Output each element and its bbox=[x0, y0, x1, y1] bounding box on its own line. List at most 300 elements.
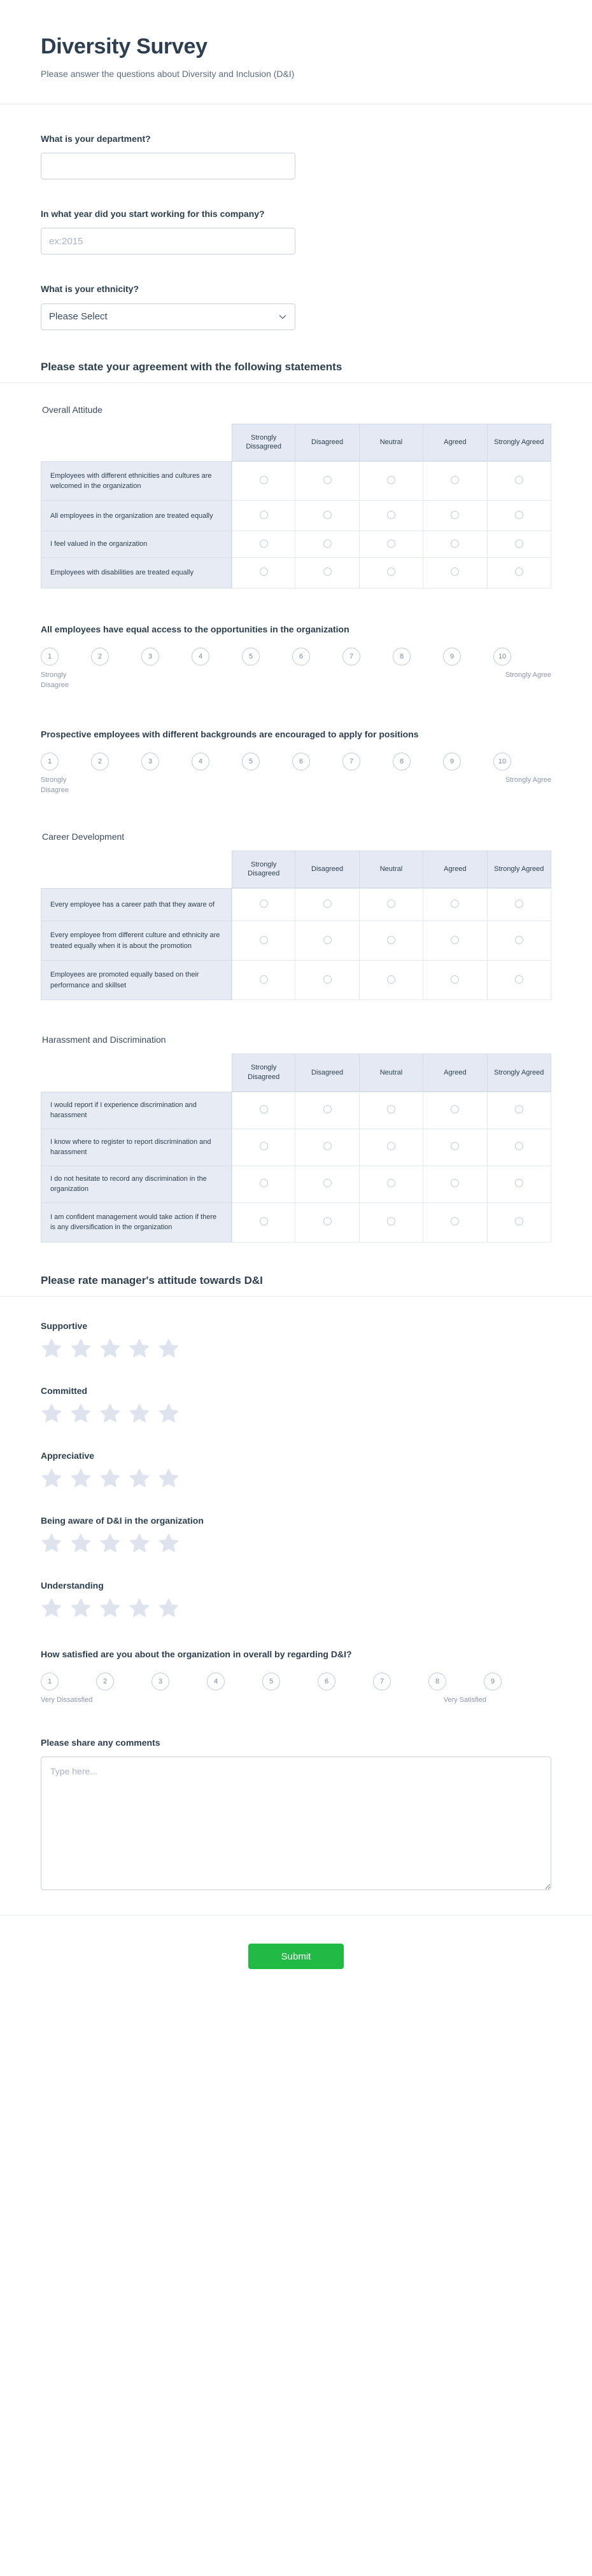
spacer bbox=[0, 104, 592, 132]
star-icon[interactable] bbox=[158, 1532, 180, 1554]
matrix-header-row bbox=[41, 851, 551, 889]
manager-section-title: Please rate manager's attitude towards D&I bbox=[41, 1274, 263, 1286]
matrix-cell[interactable] bbox=[232, 921, 295, 961]
matrix-row-label: Every employee from different culture and ethnicity are treated equally when it is about the promotion bbox=[41, 921, 232, 961]
scale-circle[interactable]: 9 bbox=[443, 648, 461, 665]
matrix-cell[interactable] bbox=[295, 461, 359, 501]
radio-option[interactable] bbox=[323, 900, 332, 908]
matrix-cell[interactable] bbox=[232, 461, 295, 501]
star-icon[interactable] bbox=[70, 1467, 92, 1489]
satisfaction-end-labels bbox=[41, 1695, 486, 1706]
radio-option[interactable] bbox=[323, 975, 332, 984]
matrix-cell[interactable] bbox=[295, 558, 359, 588]
matrix-cell[interactable] bbox=[232, 888, 295, 921]
matrix-cell[interactable] bbox=[488, 961, 551, 1000]
scale-circle[interactable]: 2 bbox=[91, 648, 109, 665]
ethnicity-select[interactable] bbox=[41, 303, 295, 330]
matrix-header-row bbox=[41, 1054, 551, 1092]
matrix-col-header: Disagreed bbox=[295, 1054, 359, 1092]
radio-option[interactable] bbox=[260, 975, 268, 984]
radio-option[interactable] bbox=[515, 900, 523, 908]
star-rating-appreciative bbox=[0, 1451, 592, 1489]
radio-option[interactable] bbox=[387, 540, 395, 548]
scale-option[interactable] bbox=[41, 1673, 96, 1690]
matrix-col-header: Disagreed bbox=[295, 851, 359, 889]
star-icon[interactable] bbox=[99, 1337, 121, 1359]
radio-option[interactable] bbox=[451, 540, 459, 548]
matrix-title: Overall Attitude bbox=[42, 404, 102, 415]
comments-question bbox=[0, 1736, 592, 1893]
matrix-cell[interactable] bbox=[295, 1203, 359, 1243]
start-year-label: In what year did you start working for this company? bbox=[41, 208, 265, 219]
radio-option[interactable] bbox=[323, 936, 332, 944]
star-icon[interactable] bbox=[129, 1467, 150, 1489]
manager-section-header bbox=[0, 1274, 592, 1287]
matrix-row-label: All employees in the organization are treated equally bbox=[41, 501, 232, 531]
satisfaction-right-label: Very Satisfied bbox=[443, 1695, 486, 1704]
matrix-cell[interactable] bbox=[360, 961, 423, 1000]
radio-option[interactable] bbox=[451, 1105, 459, 1113]
question-department bbox=[0, 132, 592, 179]
table-row bbox=[41, 1129, 551, 1166]
scale-circle[interactable]: 4 bbox=[192, 753, 209, 770]
matrix-cell[interactable] bbox=[423, 558, 487, 588]
matrix-corner-cell bbox=[41, 1054, 232, 1092]
scale-circle[interactable]: 8 bbox=[393, 753, 411, 770]
scale-circle[interactable]: 3 bbox=[141, 648, 159, 665]
matrix-cell[interactable] bbox=[360, 531, 423, 558]
star-icon[interactable] bbox=[41, 1337, 62, 1359]
table-row bbox=[41, 501, 551, 531]
radio-option[interactable] bbox=[387, 567, 395, 576]
matrix-table bbox=[41, 1054, 551, 1243]
matrix-cell[interactable] bbox=[360, 1203, 423, 1243]
matrix-cell[interactable] bbox=[360, 1129, 423, 1166]
scale-option[interactable] bbox=[192, 648, 242, 665]
scale-option[interactable] bbox=[91, 753, 141, 770]
radio-option[interactable] bbox=[260, 936, 268, 944]
scale-end-labels bbox=[41, 776, 551, 796]
star-rating-label: Understanding bbox=[41, 1580, 104, 1591]
star-rating-label: Appreciative bbox=[41, 1450, 95, 1461]
scale-question-label: All employees have equal access to the opportunities in the organization bbox=[41, 623, 349, 634]
scale-circle[interactable]: 5 bbox=[242, 648, 260, 665]
scale-option[interactable] bbox=[292, 648, 342, 665]
scale-option[interactable] bbox=[373, 1673, 428, 1690]
scale-circle[interactable]: 7 bbox=[342, 648, 360, 665]
matrix-cell[interactable] bbox=[295, 1092, 359, 1129]
matrix-cell[interactable] bbox=[423, 1166, 487, 1203]
star-icon[interactable] bbox=[158, 1337, 180, 1359]
matrix-cell[interactable] bbox=[423, 531, 487, 558]
scale-option[interactable] bbox=[242, 753, 292, 770]
matrix-cell[interactable] bbox=[488, 1129, 551, 1166]
matrix-row-label: I am confident management would take action if there is any diversification in the organization bbox=[41, 1203, 232, 1243]
scale-circle[interactable]: 2 bbox=[96, 1673, 114, 1690]
star-icon[interactable] bbox=[41, 1532, 62, 1554]
department-input[interactable] bbox=[41, 153, 295, 179]
radio-option[interactable] bbox=[260, 540, 268, 548]
radio-option[interactable] bbox=[515, 936, 523, 944]
scale-circle[interactable]: 3 bbox=[141, 753, 159, 770]
matrix-cell[interactable] bbox=[232, 1166, 295, 1203]
satisfaction-left-label: Very Dissatisfied bbox=[41, 1695, 93, 1704]
star-row bbox=[41, 1402, 551, 1424]
star-icon[interactable] bbox=[129, 1532, 150, 1554]
matrix-cell[interactable] bbox=[360, 558, 423, 588]
matrix-row-label: Employees are promoted equally based on their performance and skillset bbox=[41, 961, 232, 1000]
radio-option[interactable] bbox=[387, 511, 395, 519]
matrix-header-row bbox=[41, 424, 551, 462]
star-icon[interactable] bbox=[99, 1402, 121, 1424]
matrix-cell[interactable] bbox=[295, 961, 359, 1000]
matrix-cell[interactable] bbox=[488, 921, 551, 961]
matrix-cell[interactable] bbox=[360, 888, 423, 921]
matrix-row-label: I would report if I experience discrimination and harassment bbox=[41, 1092, 232, 1129]
radio-option[interactable] bbox=[260, 900, 268, 908]
matrix-cell[interactable] bbox=[488, 501, 551, 531]
matrix-overall-attitude bbox=[0, 405, 592, 588]
matrix-col-header: Neutral bbox=[360, 1054, 423, 1092]
scale-question-1 bbox=[0, 623, 592, 691]
ethnicity-label: What is your ethnicity? bbox=[41, 284, 139, 295]
star-row bbox=[41, 1532, 551, 1554]
scale-option[interactable] bbox=[393, 753, 443, 770]
table-row bbox=[41, 1166, 551, 1203]
matrix-cell[interactable] bbox=[423, 961, 487, 1000]
matrix-col-header: Agreed bbox=[423, 1054, 487, 1092]
radio-option[interactable] bbox=[451, 900, 459, 908]
scale-option[interactable] bbox=[342, 648, 393, 665]
star-rating-label: Committed bbox=[41, 1385, 88, 1396]
matrix-row-label: Employees with different ethnicities and cultures are welcomed in the organization bbox=[41, 461, 232, 501]
scale-question-2 bbox=[0, 728, 592, 796]
matrix-cell[interactable] bbox=[360, 921, 423, 961]
radio-option[interactable] bbox=[387, 975, 395, 984]
matrix-table bbox=[41, 424, 551, 588]
star-icon[interactable] bbox=[158, 1597, 180, 1619]
matrix-col-header: Strongly Disagreed bbox=[232, 1054, 295, 1092]
scale-right-label: Strongly Agree bbox=[505, 776, 551, 784]
radio-option[interactable] bbox=[451, 936, 459, 944]
matrix-cell[interactable] bbox=[232, 961, 295, 1000]
matrix-career-development bbox=[0, 832, 592, 1001]
matrix-cell[interactable] bbox=[423, 1129, 487, 1166]
scale-circle[interactable]: 5 bbox=[242, 753, 260, 770]
radio-option[interactable] bbox=[515, 511, 523, 519]
matrix-cell[interactable] bbox=[295, 531, 359, 558]
satisfaction-question bbox=[0, 1648, 592, 1706]
matrix-row-label: Every employee has a career path that they aware of bbox=[41, 888, 232, 921]
table-row bbox=[41, 461, 551, 501]
star-icon[interactable] bbox=[99, 1532, 121, 1554]
matrix-cell[interactable] bbox=[295, 1166, 359, 1203]
star-rating-understanding bbox=[0, 1580, 592, 1619]
radio-option[interactable] bbox=[323, 476, 332, 484]
matrix-cell[interactable] bbox=[360, 1092, 423, 1129]
matrix-cell[interactable] bbox=[295, 921, 359, 961]
scale-options-row bbox=[41, 753, 551, 770]
matrix-cell[interactable] bbox=[232, 558, 295, 588]
scale-option[interactable] bbox=[318, 1673, 373, 1690]
scale-circle[interactable]: 5 bbox=[262, 1673, 280, 1690]
scale-question-label: Prospective employees with different backgrounds are encouraged to apply for positions bbox=[41, 728, 419, 739]
radio-option[interactable] bbox=[515, 1217, 523, 1225]
radio-option[interactable] bbox=[515, 540, 523, 548]
matrix-col-header: Neutral bbox=[360, 851, 423, 889]
satisfaction-options-row bbox=[41, 1673, 551, 1690]
radio-option[interactable] bbox=[515, 567, 523, 576]
star-row bbox=[41, 1597, 551, 1619]
radio-option[interactable] bbox=[323, 1105, 332, 1113]
radio-option[interactable] bbox=[387, 1142, 395, 1150]
scale-circle[interactable]: 7 bbox=[373, 1673, 391, 1690]
radio-option[interactable] bbox=[451, 511, 459, 519]
form-header bbox=[0, 0, 592, 104]
scale-left-label: Strongly Disagree bbox=[41, 671, 69, 689]
submit-button[interactable]: Submit bbox=[248, 1944, 344, 1969]
matrix-cell[interactable] bbox=[488, 888, 551, 921]
scale-circle[interactable]: 1 bbox=[41, 1673, 59, 1690]
star-rating-label: Supportive bbox=[41, 1320, 88, 1331]
radio-option[interactable] bbox=[323, 1142, 332, 1150]
radio-option[interactable] bbox=[260, 567, 268, 576]
table-row bbox=[41, 888, 551, 921]
matrix-cell[interactable] bbox=[295, 501, 359, 531]
scale-left-label: Strongly Disagree bbox=[41, 776, 69, 794]
question-ethnicity bbox=[0, 282, 592, 330]
star-rating-supportive bbox=[0, 1321, 592, 1359]
matrix-col-header: Agreed bbox=[423, 851, 487, 889]
star-icon[interactable] bbox=[70, 1402, 92, 1424]
matrix-cell[interactable] bbox=[423, 888, 487, 921]
radio-option[interactable] bbox=[515, 476, 523, 484]
matrix-row-label: I feel valued in the organization bbox=[41, 531, 232, 558]
radio-option[interactable] bbox=[260, 476, 268, 484]
matrix-title: Career Development bbox=[42, 831, 125, 842]
star-icon[interactable] bbox=[70, 1597, 92, 1619]
scale-option[interactable] bbox=[141, 648, 192, 665]
scale-circle[interactable]: 9 bbox=[443, 753, 461, 770]
matrix-cell[interactable] bbox=[423, 501, 487, 531]
star-rating-label: Being aware of D&I in the organization bbox=[41, 1515, 204, 1526]
radio-option[interactable] bbox=[451, 1217, 459, 1225]
matrix-row-label: I know where to register to report discrimination and harassment bbox=[41, 1129, 232, 1166]
department-label: What is your department? bbox=[41, 133, 151, 144]
scale-option[interactable] bbox=[207, 1673, 262, 1690]
scale-option[interactable] bbox=[342, 753, 393, 770]
matrix-col-header: Strongly Dissagreed bbox=[232, 424, 295, 462]
matrix-cell[interactable] bbox=[360, 501, 423, 531]
scale-circle[interactable]: 2 bbox=[91, 753, 109, 770]
scale-option[interactable] bbox=[493, 753, 544, 770]
radio-option[interactable] bbox=[515, 1105, 523, 1113]
matrix-cell[interactable] bbox=[488, 1203, 551, 1243]
scale-end-labels bbox=[41, 671, 551, 691]
scale-option[interactable] bbox=[493, 648, 544, 665]
star-row bbox=[41, 1337, 551, 1359]
table-row bbox=[41, 558, 551, 588]
matrix-cell[interactable] bbox=[360, 1166, 423, 1203]
scale-option[interactable] bbox=[428, 1673, 484, 1690]
comments-label: Please share any comments bbox=[41, 1737, 160, 1748]
scale-option[interactable] bbox=[152, 1673, 207, 1690]
table-row bbox=[41, 961, 551, 1000]
scale-option[interactable] bbox=[242, 648, 292, 665]
star-icon[interactable] bbox=[70, 1532, 92, 1554]
star-icon[interactable] bbox=[158, 1467, 180, 1489]
radio-option[interactable] bbox=[451, 1142, 459, 1150]
matrix-cell[interactable] bbox=[295, 1129, 359, 1166]
agreement-section-title: Please state your agreement with the following statements bbox=[41, 360, 342, 373]
radio-option[interactable] bbox=[387, 1217, 395, 1225]
matrix-cell[interactable] bbox=[232, 1203, 295, 1243]
star-icon[interactable] bbox=[158, 1402, 180, 1424]
matrix-cell[interactable] bbox=[423, 1203, 487, 1243]
comments-textarea[interactable] bbox=[41, 1757, 551, 1890]
scale-circle[interactable]: 8 bbox=[428, 1673, 446, 1690]
matrix-cell[interactable] bbox=[232, 501, 295, 531]
matrix-cell[interactable] bbox=[488, 558, 551, 588]
radio-option[interactable] bbox=[323, 511, 332, 519]
star-icon[interactable] bbox=[70, 1337, 92, 1359]
radio-option[interactable] bbox=[260, 1179, 268, 1187]
radio-option[interactable] bbox=[323, 567, 332, 576]
matrix-cell[interactable] bbox=[232, 1129, 295, 1166]
matrix-col-header: Strongly Agreed bbox=[488, 424, 551, 462]
matrix-cell[interactable] bbox=[488, 1092, 551, 1129]
matrix-col-header: Agreed bbox=[423, 424, 487, 462]
star-icon[interactable] bbox=[129, 1597, 150, 1619]
matrix-cell[interactable] bbox=[488, 1166, 551, 1203]
table-row bbox=[41, 1092, 551, 1129]
question-start-year bbox=[0, 207, 592, 254]
scale-option[interactable] bbox=[91, 648, 141, 665]
radio-option[interactable] bbox=[387, 476, 395, 484]
matrix-cell[interactable] bbox=[423, 921, 487, 961]
star-icon[interactable] bbox=[99, 1467, 121, 1489]
matrix-cell[interactable] bbox=[488, 531, 551, 558]
radio-option[interactable] bbox=[387, 1105, 395, 1113]
scale-circle[interactable]: 10 bbox=[493, 648, 511, 665]
scale-option[interactable] bbox=[141, 753, 192, 770]
table-row bbox=[41, 531, 551, 558]
radio-option[interactable] bbox=[387, 900, 395, 908]
scale-circle[interactable]: 3 bbox=[152, 1673, 169, 1690]
scale-option[interactable] bbox=[484, 1673, 539, 1690]
matrix-harassment-discrimination bbox=[0, 1034, 592, 1243]
scale-options-row bbox=[41, 648, 551, 665]
matrix-row-label: I do not hesitate to record any discrimination in the organization bbox=[41, 1166, 232, 1203]
scale-circle[interactable]: 6 bbox=[292, 753, 310, 770]
radio-option[interactable] bbox=[323, 1179, 332, 1187]
star-icon[interactable] bbox=[41, 1467, 62, 1489]
spacer bbox=[0, 179, 592, 207]
ethnicity-select-wrap bbox=[41, 303, 295, 330]
scale-option[interactable] bbox=[443, 648, 493, 665]
matrix-col-header: Strongly Agreed bbox=[488, 1054, 551, 1092]
matrix-col-header: Strongly Agreed bbox=[488, 851, 551, 889]
scale-circle[interactable]: 1 bbox=[41, 753, 59, 770]
footer bbox=[0, 1916, 592, 2003]
scale-option[interactable] bbox=[443, 753, 493, 770]
scale-option[interactable] bbox=[192, 753, 242, 770]
scale-right-label: Strongly Agree bbox=[505, 671, 551, 679]
star-icon[interactable] bbox=[129, 1402, 150, 1424]
scale-option[interactable] bbox=[41, 753, 91, 770]
matrix-title: Harassment and Discrimination bbox=[42, 1034, 166, 1045]
radio-option[interactable] bbox=[451, 476, 459, 484]
matrix-corner-cell bbox=[41, 424, 232, 462]
scale-circle[interactable]: 9 bbox=[484, 1673, 502, 1690]
star-icon[interactable] bbox=[129, 1337, 150, 1359]
matrix-cell[interactable] bbox=[488, 461, 551, 501]
matrix-cell[interactable] bbox=[232, 531, 295, 558]
radio-option[interactable] bbox=[451, 567, 459, 576]
star-icon[interactable] bbox=[41, 1597, 62, 1619]
scale-circle[interactable]: 10 bbox=[493, 753, 511, 770]
table-row bbox=[41, 1203, 551, 1243]
scale-option[interactable] bbox=[393, 648, 443, 665]
scale-option[interactable] bbox=[262, 1673, 318, 1690]
scale-circle[interactable]: 8 bbox=[393, 648, 411, 665]
radio-option[interactable] bbox=[515, 975, 523, 984]
star-row bbox=[41, 1467, 551, 1489]
scale-option[interactable] bbox=[96, 1673, 152, 1690]
page-title: Diversity Survey bbox=[41, 34, 208, 59]
radio-option[interactable] bbox=[387, 1179, 395, 1187]
radio-option[interactable] bbox=[260, 511, 268, 519]
matrix-cell[interactable] bbox=[423, 461, 487, 501]
matrix-table bbox=[41, 851, 551, 1001]
spacer bbox=[0, 254, 592, 282]
scale-circle[interactable]: 6 bbox=[318, 1673, 335, 1690]
scale-circle[interactable]: 7 bbox=[342, 753, 360, 770]
page-subtitle: Please answer the questions about Diversity and Inclusion (D&I) bbox=[41, 69, 295, 80]
radio-option[interactable] bbox=[515, 1142, 523, 1150]
radio-option[interactable] bbox=[260, 1217, 268, 1225]
scale-option[interactable] bbox=[41, 648, 91, 665]
star-rating-committed bbox=[0, 1386, 592, 1424]
matrix-col-header: Strongly Disagreed bbox=[232, 851, 295, 889]
matrix-cell[interactable] bbox=[232, 1092, 295, 1129]
radio-option[interactable] bbox=[451, 1179, 459, 1187]
satisfaction-label: How satisfied are you about the organization in overall by regarding D&I? bbox=[41, 1648, 352, 1659]
matrix-cell[interactable] bbox=[423, 1092, 487, 1129]
radio-option[interactable] bbox=[260, 1142, 268, 1150]
radio-option[interactable] bbox=[515, 1179, 523, 1187]
scale-circle[interactable]: 4 bbox=[192, 648, 209, 665]
scale-circle[interactable]: 1 bbox=[41, 648, 59, 665]
matrix-col-header: Neutral bbox=[360, 424, 423, 462]
radio-option[interactable] bbox=[323, 540, 332, 548]
scale-circle[interactable]: 4 bbox=[207, 1673, 225, 1690]
matrix-col-header: Disagreed bbox=[295, 424, 359, 462]
radio-option[interactable] bbox=[451, 975, 459, 984]
agreement-section-header bbox=[0, 361, 592, 373]
scale-option[interactable] bbox=[292, 753, 342, 770]
star-icon[interactable] bbox=[99, 1597, 121, 1619]
start-year-input[interactable] bbox=[41, 228, 295, 254]
radio-option[interactable] bbox=[260, 1105, 268, 1113]
matrix-cell[interactable] bbox=[360, 461, 423, 501]
star-icon[interactable] bbox=[41, 1402, 62, 1424]
matrix-cell[interactable] bbox=[295, 888, 359, 921]
radio-option[interactable] bbox=[323, 1217, 332, 1225]
radio-option[interactable] bbox=[387, 936, 395, 944]
matrix-row-label: Employees with disabilities are treated equally bbox=[41, 558, 232, 588]
scale-circle[interactable]: 6 bbox=[292, 648, 310, 665]
